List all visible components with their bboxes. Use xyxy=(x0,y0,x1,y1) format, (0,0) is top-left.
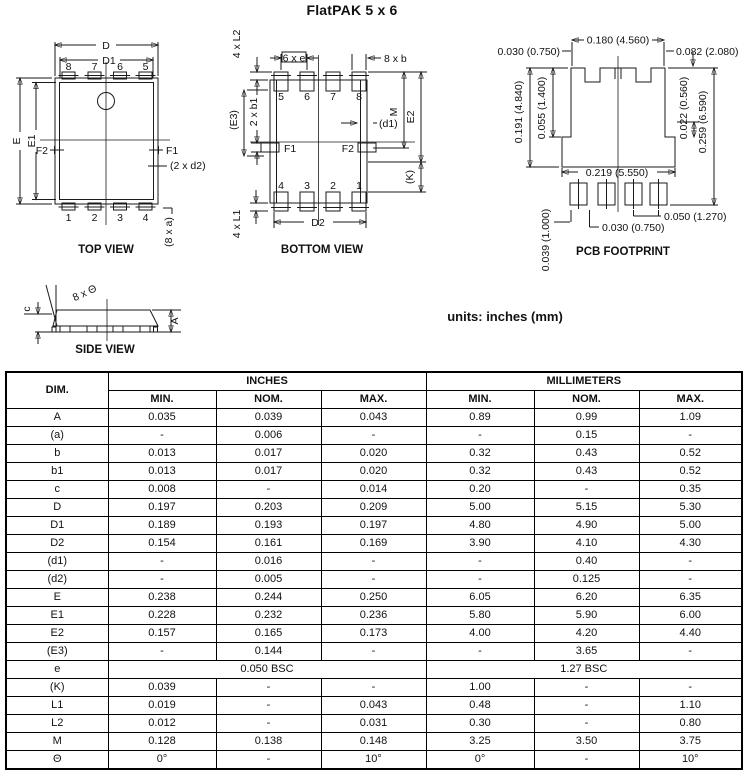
pin-number: 2 xyxy=(91,212,98,224)
table-cell: 0.014 xyxy=(321,481,426,499)
table-cell: 10° xyxy=(321,751,426,770)
table-cell: 0.193 xyxy=(216,517,321,535)
dim-cell: Θ xyxy=(6,751,108,770)
pin-number: 6 xyxy=(117,61,123,73)
dim-label-f2: F2 xyxy=(35,145,48,157)
table-cell: - xyxy=(534,481,639,499)
table-cell: 4.00 xyxy=(426,625,534,643)
table-cell: 0.203 xyxy=(216,499,321,517)
dim-cell: D1 xyxy=(6,517,108,535)
table-cell: 0.017 xyxy=(216,445,321,463)
table-cell: 0.80 xyxy=(639,715,742,733)
pin-number: 5 xyxy=(142,61,149,73)
table-cell: 1.00 xyxy=(426,679,534,697)
page-title: FlatPAK 5 x 6 xyxy=(306,2,398,18)
table-cell: 0.52 xyxy=(639,445,742,463)
table-cell: - xyxy=(426,571,534,589)
table-row xyxy=(6,499,742,517)
dim-cell: E1 xyxy=(6,607,108,625)
table-cell: 3.90 xyxy=(426,535,534,553)
table-cell: 0.008 xyxy=(108,481,216,499)
table-cell: 0.236 xyxy=(321,607,426,625)
dim-label-4xl1: 4 x L1 xyxy=(231,209,243,239)
table-cell: 0° xyxy=(108,751,216,770)
table-cell: 0.250 xyxy=(321,589,426,607)
table-cell: 4.40 xyxy=(639,625,742,643)
a-leader xyxy=(163,208,172,214)
table-cell: 0.169 xyxy=(321,535,426,553)
table-cell: 0.020 xyxy=(321,445,426,463)
table-row xyxy=(6,661,742,679)
table-cell: - xyxy=(321,643,426,661)
dim-label-2xd2: (2 x d2) xyxy=(170,160,206,172)
table-cell: - xyxy=(639,679,742,697)
table-cell: 0.32 xyxy=(426,463,534,481)
dim-left-inner xyxy=(549,68,561,137)
table-cell: - xyxy=(216,679,321,697)
table-cell: 0.43 xyxy=(534,463,639,481)
table-cell: 5.00 xyxy=(426,499,534,517)
top-view-caption: TOP VIEW xyxy=(78,244,134,256)
table-cell: 0.012 xyxy=(108,715,216,733)
table-cell: 6.35 xyxy=(639,589,742,607)
pin-number: 7 xyxy=(91,61,98,73)
table-cell: 0.173 xyxy=(321,625,426,643)
table-cell: 0.128 xyxy=(108,733,216,751)
dim-label-e: E xyxy=(11,137,23,145)
dim-cell: D2 xyxy=(6,535,108,553)
dim-4xl1 xyxy=(250,190,268,224)
dim-label-8xa: (8 x a) xyxy=(163,217,175,247)
table-cell: 4.90 xyxy=(534,517,639,535)
table-cell: 5.00 xyxy=(639,517,742,535)
table-cell: - xyxy=(534,679,639,697)
dim-label-6xe: 6 x e xyxy=(282,52,306,65)
table-cell: 0.232 xyxy=(216,607,321,625)
dim-label-top-right: 0.082 (2.080) xyxy=(676,46,739,58)
dim-pad-width xyxy=(590,210,600,227)
table-cell: - xyxy=(216,481,321,499)
leads xyxy=(52,326,158,332)
col-header-inches: INCHES xyxy=(108,372,426,391)
dim-label-d1: D1 xyxy=(102,55,116,67)
table-cell: 5.15 xyxy=(534,499,639,517)
table-subheader-row xyxy=(6,391,742,409)
table-cell: 5.30 xyxy=(639,499,742,517)
table-cell: 0.244 xyxy=(216,589,321,607)
pin-number: 8 xyxy=(356,91,362,103)
table-row xyxy=(6,571,742,589)
dim-label-f1: F1 xyxy=(166,145,179,157)
table-cell: 0.013 xyxy=(108,445,216,463)
table-cell: 0.017 xyxy=(216,463,321,481)
table-cell: - xyxy=(108,427,216,445)
table-row xyxy=(6,535,742,553)
dim-label-e1: E1 xyxy=(26,134,38,148)
dim-label-8xb: 8 x b xyxy=(384,53,407,65)
table-cell: 0.15 xyxy=(534,427,639,445)
table-cell: 4.80 xyxy=(426,517,534,535)
table-cell: 4.20 xyxy=(534,625,639,643)
table-cell: 0.148 xyxy=(321,733,426,751)
dim-label-e2: E2 xyxy=(405,110,417,124)
table-cell: 0.165 xyxy=(216,625,321,643)
table-cell: - xyxy=(108,571,216,589)
table-cell: 3.65 xyxy=(534,643,639,661)
table-cell: 5.80 xyxy=(426,607,534,625)
dim-cell: b1 xyxy=(6,463,108,481)
table-cell: - xyxy=(639,643,742,661)
dim-label-2xb1: 2 x b1 xyxy=(248,97,260,127)
table-cell: - xyxy=(426,427,534,445)
table-cell: 0.197 xyxy=(108,499,216,517)
dim-label-flange-width: 0.219 (5.550) xyxy=(585,167,649,179)
dim-8xb xyxy=(352,54,381,70)
table-cell: - xyxy=(321,679,426,697)
dim-k xyxy=(368,162,426,192)
dim-cell: (d1) xyxy=(6,553,108,571)
table-cell: 1.09 xyxy=(639,409,742,427)
dim-label-d: D xyxy=(102,40,110,52)
col-header-max: MAX. xyxy=(639,391,742,409)
dim-label-e3: (E3) xyxy=(228,110,240,130)
table-cell: - xyxy=(216,751,321,770)
table-cell: 0.005 xyxy=(216,571,321,589)
col-header-min: MIN. xyxy=(108,391,216,409)
table-cell: 0.039 xyxy=(216,409,321,427)
main-pad-outline xyxy=(562,68,675,167)
dim-cell: c xyxy=(6,481,108,499)
dim-label-top-width: 0.180 (4.560) xyxy=(586,34,650,47)
top-pads xyxy=(271,72,369,91)
table-row xyxy=(6,427,742,445)
table-cell: - xyxy=(639,427,742,445)
table-row xyxy=(6,517,742,535)
col-header-dim: DIM. xyxy=(6,372,108,409)
pin-number: 4 xyxy=(278,180,284,192)
table-row xyxy=(6,733,742,751)
table-row xyxy=(6,481,742,499)
table-row xyxy=(6,697,742,715)
package-outline xyxy=(55,78,158,204)
table-cell: - xyxy=(216,715,321,733)
table-cell: 5.90 xyxy=(534,607,639,625)
dim-label-m: M xyxy=(388,107,400,117)
table-cell: 6.20 xyxy=(534,589,639,607)
dim-pad-pitch xyxy=(634,210,662,216)
table-cell: 6.05 xyxy=(426,589,534,607)
pin-number: 2 xyxy=(330,180,336,192)
table-row xyxy=(6,445,742,463)
pin-number: 4 xyxy=(142,212,149,224)
units-note: units: inches (mm) xyxy=(447,309,563,324)
table-cell-span: 0.050 BSC xyxy=(108,661,426,679)
dim-label-k: (K) xyxy=(404,170,416,184)
dim-label-left-outer: 0.191 (4.840) xyxy=(513,80,525,144)
table-row xyxy=(6,607,742,625)
dim-pad-height xyxy=(554,210,571,222)
table-cell: - xyxy=(534,697,639,715)
table-cell: - xyxy=(639,571,742,589)
side-view-caption: SIDE VIEW xyxy=(75,344,135,356)
table-row xyxy=(6,463,742,481)
dim-label-c: c xyxy=(21,306,33,312)
table-cell: 0.043 xyxy=(321,409,426,427)
table-cell: 6.00 xyxy=(639,607,742,625)
body-outline xyxy=(53,310,158,326)
table-row xyxy=(6,589,742,607)
col-header-nom: NOM. xyxy=(216,391,321,409)
table-cell: 0.006 xyxy=(216,427,321,445)
table-cell: 10° xyxy=(639,751,742,770)
col-header-nom: NOM. xyxy=(534,391,639,409)
table-cell: 0.144 xyxy=(216,643,321,661)
table-row xyxy=(6,715,742,733)
table-cell: 3.75 xyxy=(639,733,742,751)
table-cell: 0° xyxy=(426,751,534,770)
dim-label-a: A xyxy=(169,317,181,325)
dim-cell: (E3) xyxy=(6,643,108,661)
table-cell: - xyxy=(534,715,639,733)
table-cell: - xyxy=(108,553,216,571)
pin-number: 3 xyxy=(117,212,123,224)
pin-number: 7 xyxy=(330,91,336,103)
table-cell: 0.48 xyxy=(426,697,534,715)
pin-number: 5 xyxy=(278,91,284,103)
dim-label-f2: F2 xyxy=(341,143,354,155)
table-cell: 0.019 xyxy=(108,697,216,715)
bottom-pads xyxy=(271,192,369,211)
pin-number: 1 xyxy=(356,180,362,192)
pin-number: 3 xyxy=(304,180,310,192)
pin-pads xyxy=(570,179,667,209)
table-cell: 0.189 xyxy=(108,517,216,535)
table-cell: 1.10 xyxy=(639,697,742,715)
col-header-max: MAX. xyxy=(321,391,426,409)
dim-cell: (K) xyxy=(6,679,108,697)
dim-cell: L1 xyxy=(6,697,108,715)
table-cell: 0.161 xyxy=(216,535,321,553)
dim-cell: M xyxy=(6,733,108,751)
package-inner-outline xyxy=(60,83,154,200)
table-cell: - xyxy=(108,643,216,661)
table-cell: 0.32 xyxy=(426,445,534,463)
dim-cell: (d2) xyxy=(6,571,108,589)
table-cell: 0.013 xyxy=(108,463,216,481)
table-cell: 0.228 xyxy=(108,607,216,625)
col-header-min: MIN. xyxy=(426,391,534,409)
table-cell: 0.35 xyxy=(639,481,742,499)
pin-number: 6 xyxy=(304,91,310,103)
pcb-footprint xyxy=(498,35,739,272)
table-cell: 0.40 xyxy=(534,553,639,571)
table-row xyxy=(6,553,742,571)
table-cell: 4.30 xyxy=(639,535,742,553)
table-cell: - xyxy=(321,571,426,589)
table-cell: 3.25 xyxy=(426,733,534,751)
dim-cell: e xyxy=(6,661,108,679)
table-row xyxy=(6,409,742,427)
dim-cell: A xyxy=(6,409,108,427)
dim-label-pad-height: 0.039 (1.000) xyxy=(540,208,552,272)
pin-number: 1 xyxy=(65,212,72,224)
table-cell: - xyxy=(216,697,321,715)
table-cell: 0.89 xyxy=(426,409,534,427)
dim-cell: E xyxy=(6,589,108,607)
table-cell: 0.30 xyxy=(426,715,534,733)
table-cell: 4.10 xyxy=(534,535,639,553)
f1-mark xyxy=(149,146,163,154)
dim-label-pad-width: 0.030 (0.750) xyxy=(602,222,665,234)
bottom-view xyxy=(228,30,427,256)
dim-label-pad-pitch: 0.050 (1.270) xyxy=(664,211,727,223)
table-row xyxy=(6,643,742,661)
table-cell: - xyxy=(321,553,426,571)
table-cell: 0.020 xyxy=(321,463,426,481)
table-cell: 0.43 xyxy=(534,445,639,463)
dim-cell: b xyxy=(6,445,108,463)
dimension-table xyxy=(5,371,743,770)
side-view xyxy=(21,283,181,356)
table-cell: 0.20 xyxy=(426,481,534,499)
pin-number: 8 xyxy=(65,61,72,73)
table-row xyxy=(6,625,742,643)
table-cell: - xyxy=(639,553,742,571)
table-cell: 0.016 xyxy=(216,553,321,571)
f2-mark xyxy=(50,146,64,154)
table-cell: 0.209 xyxy=(321,499,426,517)
table-cell: 0.154 xyxy=(108,535,216,553)
dim-cell: E2 xyxy=(6,625,108,643)
table-cell-span: 1.27 BSC xyxy=(426,661,742,679)
table-cell: 0.031 xyxy=(321,715,426,733)
col-header-millimeters: MILLIMETERS xyxy=(426,372,742,391)
dim-label-f1: F1 xyxy=(284,143,297,155)
dim-label-top-left-pad: 0.030 (0.750) xyxy=(497,46,560,58)
table-cell: 0.157 xyxy=(108,625,216,643)
dim-label-d2: D2 xyxy=(311,217,325,229)
table-cell: 0.035 xyxy=(108,409,216,427)
table-cell: 3.50 xyxy=(534,733,639,751)
table-header-row xyxy=(6,372,742,391)
dim-4xl2 xyxy=(250,57,272,95)
table-cell: 0.125 xyxy=(534,571,639,589)
bottom-view-caption: BOTTOM VIEW xyxy=(280,244,364,256)
table-cell: 0.138 xyxy=(216,733,321,751)
dim-label-right-outer: 0.259 (6.590) xyxy=(697,90,709,154)
table-cell: - xyxy=(426,643,534,661)
table-cell: - xyxy=(321,427,426,445)
dim-label-4xl2: 4 x L2 xyxy=(231,29,243,59)
table-cell: 0.99 xyxy=(534,409,639,427)
table-cell: 0.197 xyxy=(321,517,426,535)
table-cell: 0.039 xyxy=(108,679,216,697)
table-cell: - xyxy=(426,553,534,571)
dim-label-left-inner: 0.055 (1.400) xyxy=(536,76,548,140)
table-cell: 0.043 xyxy=(321,697,426,715)
table-cell: 0.52 xyxy=(639,463,742,481)
top-view xyxy=(11,40,206,256)
table-cell: - xyxy=(534,751,639,770)
dim-label-angle: 8 x Θ xyxy=(70,282,99,305)
table-row xyxy=(6,751,742,770)
table-row xyxy=(6,679,742,697)
dim-label-right-inner: 0.022 (0.560) xyxy=(678,76,690,140)
dim-cell: L2 xyxy=(6,715,108,733)
pcb-footprint-caption: PCB FOOTPRINT xyxy=(576,246,670,258)
dim-cell: D xyxy=(6,499,108,517)
table-cell: 0.238 xyxy=(108,589,216,607)
dim-label-d1-note: (d1) xyxy=(379,118,398,130)
dim-cell: (a) xyxy=(6,427,108,445)
angle-construction xyxy=(46,285,57,326)
package-drawings xyxy=(0,0,746,370)
